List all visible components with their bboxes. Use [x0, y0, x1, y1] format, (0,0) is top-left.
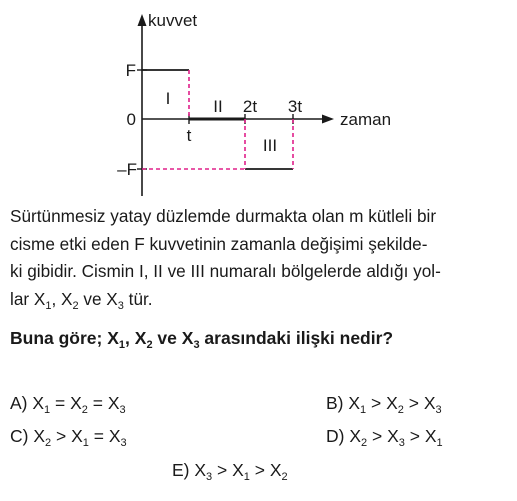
tick-label-neg-f: –F — [117, 160, 137, 179]
problem-line-4: lar $X_1$, $X_2$ ve $X_3$ tür. — [10, 288, 153, 312]
y-axis-arrow-icon — [138, 14, 147, 26]
tick-label-zero: 0 — [126, 110, 136, 129]
region-label-2: II — [213, 97, 223, 116]
region-label-1: I — [165, 89, 171, 108]
option-d[interactable]: D) $X_2 > X_3 > X_1$ — [326, 426, 443, 449]
question-prompt: Buna göre; $X_1$, $X_2$ ve $X_3$ arasındaki ilişki nedir? — [10, 328, 394, 351]
option-b[interactable]: B) $X_1 > X_2 > X_3$ — [326, 393, 442, 416]
problem-line-3: ki gibidir. Cismin I, II ve III numaralı bölgelerde aldığı yol- — [10, 261, 441, 281]
region-label-3: III — [262, 136, 278, 155]
tick-label-2t: 2t — [242, 97, 258, 116]
option-e[interactable]: E) $X_3 > X_1 > X_2$ — [172, 460, 288, 483]
option-a[interactable]: A) $X_1 = X_2 = X_3$ — [10, 393, 126, 416]
x-axis-label: zaman — [340, 110, 392, 129]
problem-line-2: cisme etki eden F kuvvetinin zamanla değişimi şekilde- — [10, 233, 428, 254]
x-axis-arrow-icon — [322, 115, 334, 124]
force-time-graph — [0, 0, 517, 200]
tick-label-f: F — [125, 61, 136, 80]
y-axis-label: kuvvet — [148, 11, 198, 30]
problem-statement — [10, 203, 510, 313]
option-c[interactable]: C) $X_2 > X_1 = X_3$ — [10, 426, 127, 449]
tick-label-t: t — [186, 126, 192, 145]
problem-line-1: Sürtünmesiz yatay düzlemde durmakta olan m kütleli bir — [10, 206, 437, 226]
tick-label-3t: 3t — [287, 97, 303, 116]
